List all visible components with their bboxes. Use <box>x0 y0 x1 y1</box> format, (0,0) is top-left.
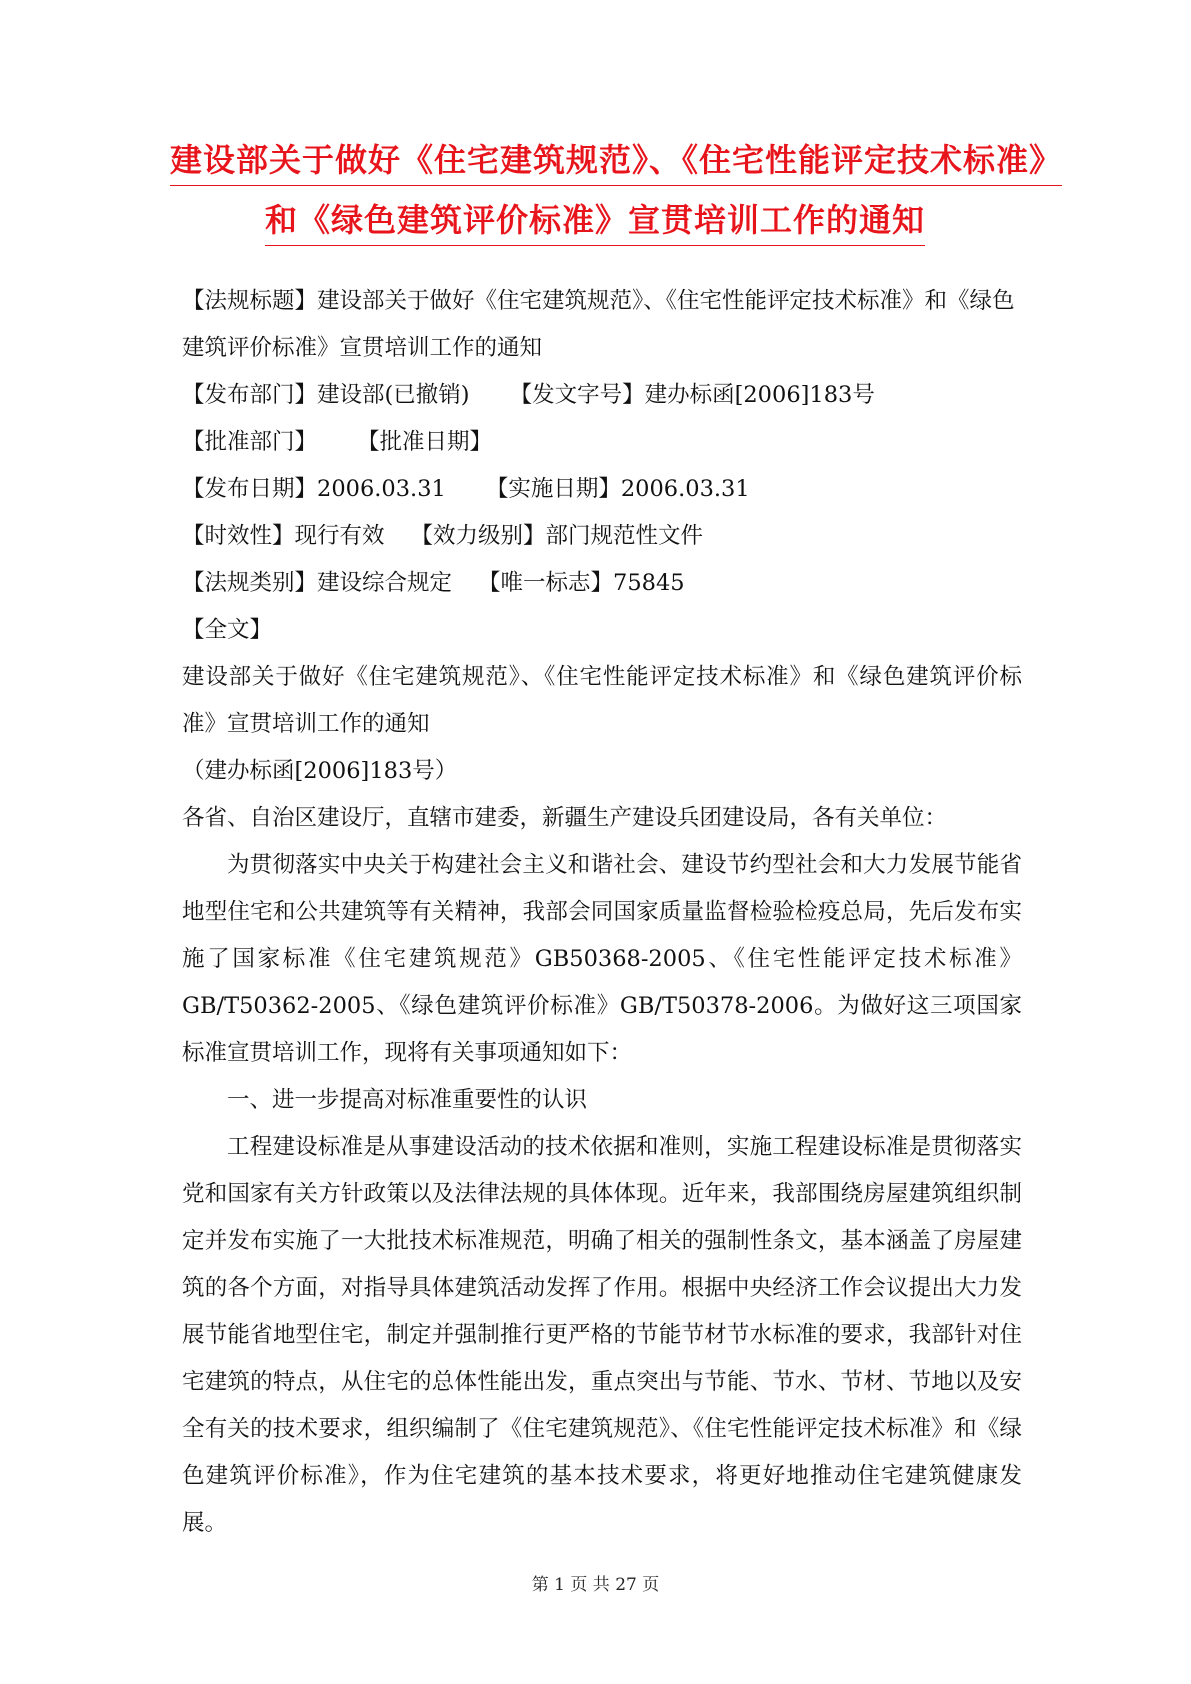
meta-value: 建设部(已撤销) <box>317 382 470 408</box>
meta-value: 2006.03.31 <box>317 476 446 502</box>
body-heading-1: 一、进一步提高对标准重要性的认识 <box>227 1087 588 1113</box>
document-body <box>182 278 1022 1547</box>
page-number-footer: 第 1 页 共 27 页 <box>531 1575 660 1595</box>
meta-label: 【时效性】 <box>182 523 295 549</box>
meta-value: 75845 <box>613 570 685 596</box>
meta-value: 部门规范性文件 <box>545 523 704 549</box>
meta-label: 【发布日期】 <box>182 476 318 502</box>
meta-value: 建设部关于做好《住宅建筑规范》、《住宅性能评定技术标准》和《绿色建筑评价标准》宣贯培训工作的通知 <box>182 288 1015 361</box>
body-addressee: 各省、自治区建设厅，直辖市建委，新疆生产建设兵团建设局，各有关单位： <box>182 805 948 831</box>
title-line-2: 和《绿色建筑评价标准》宣贯培训工作的通知 <box>265 200 925 246</box>
fulltext-label: 【全文】 <box>182 617 273 643</box>
meta-value: 建设综合规定 <box>317 570 453 596</box>
meta-label: 【发文字号】 <box>509 382 645 408</box>
meta-label: 【发布部门】 <box>182 382 318 408</box>
meta-value: 建办标函[2006]183号 <box>644 382 875 408</box>
meta-validity-row <box>182 513 1022 560</box>
meta-approval-row <box>182 419 1022 466</box>
body-doc-number: （建办标函[2006]183号） <box>182 758 458 784</box>
body-paragraph-1: 为贯彻落实中央关于构建社会主义和谐社会、建设节约型社会和大力发展节能省地型住宅和公共建筑等有关精神，我部会同国家质量监督检验检疫总局，先后发布实施了国家标准《住宅建筑规范》GB50368-2005、《住宅性能评定技术标准》GB/T50362-2005、《绿色建筑评价标准》GB/T50378-2006。为做好这三项国家标准宣贯培训工作，现将有关事项通知如下： <box>182 852 1022 1066</box>
document-title <box>170 140 1063 246</box>
meta-regulation-title <box>182 278 1022 372</box>
title-line-1: 建设部关于做好《住宅建筑规范》、《住宅性能评定技术标准》 <box>170 140 1062 186</box>
meta-value: 现行有效 <box>294 523 385 549</box>
meta-label: 【法规标题】 <box>182 288 318 314</box>
meta-label: 【唯一标志】 <box>478 570 614 596</box>
meta-label: 【批准日期】 <box>357 429 493 455</box>
meta-label: 【批准部门】 <box>182 429 318 455</box>
meta-issuer-row <box>182 372 1022 419</box>
meta-label: 【实施日期】 <box>485 476 621 502</box>
meta-label: 【效力级别】 <box>410 523 546 549</box>
meta-value: 2006.03.31 <box>620 476 750 502</box>
body-doc-title: 建设部关于做好《住宅建筑规范》、《住宅性能评定技术标准》和《绿色建筑评价标准》宣贯培训工作的通知 <box>182 664 1022 737</box>
meta-date-row <box>182 466 1022 513</box>
meta-category-row <box>182 560 1022 607</box>
body-paragraph-2: 工程建设标准是从事建设活动的技术依据和准则，实施工程建设标准是贯彻落实党和国家有关方针政策以及法律法规的具体体现。近年来，我部围绕房屋建筑组织制定并发布实施了一大批技术标准规范，明确了相关的强制性条文，基本涵盖了房屋建筑的各个方面，对指导具体建筑活动发挥了作用。根据中央经济工作会议提出大力发展节能省地型住宅，制定并强制推行更严格的节能节材节水标准的要求，我部针对住宅建筑的特点，从住宅的总体性能出发，重点突出与节能、节水、节材、节地以及安全有关的技术要求，组织编制了《住宅建筑规范》、《住宅性能评定技术标准》和《绿色建筑评价标准》，作为住宅建筑的基本技术要求，将更好地推动住宅建筑健康发展。 <box>182 1134 1022 1536</box>
meta-label: 【法规类别】 <box>182 570 318 596</box>
